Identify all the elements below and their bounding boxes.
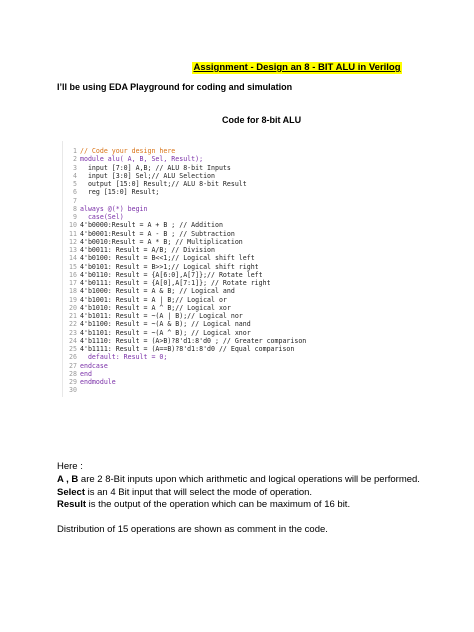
- line-number: 4: [73, 171, 77, 180]
- line-number: 11: [69, 229, 77, 238]
- line-number: 25: [69, 345, 77, 353]
- code-screenshot: [62, 141, 339, 397]
- code-text: endmodule: [80, 378, 116, 386]
- code-line: [63, 254, 339, 262]
- code-text: 4'b1101: Result = ~(A ^ B); // Logical xnor: [80, 328, 251, 337]
- line-number: 12: [69, 237, 77, 246]
- line-number: 30: [69, 386, 77, 395]
- line-number: 14: [69, 254, 77, 263]
- code-line: [63, 370, 339, 378]
- code-line: [63, 296, 339, 304]
- line-number: 20: [69, 303, 77, 312]
- code-text: always @(*) begin: [80, 204, 148, 213]
- code-line: [63, 172, 339, 180]
- line-number: 10: [69, 221, 77, 230]
- code-text: 4'b1011: Result = ~(A | B);// Logical nor: [80, 312, 243, 320]
- code-heading: Code for 8-bit ALU: [222, 115, 302, 125]
- line-number: 13: [69, 246, 77, 254]
- code-text: 4'b0101: Result = B>>1;// Logical shift right: [80, 262, 259, 271]
- line-number: 28: [69, 369, 77, 378]
- line-number: 8: [73, 204, 77, 213]
- paragraph-ab-desc: are 2 8-Bit inputs upon which arithmetic and logical operations will be performed.: [78, 474, 420, 485]
- code-line: [63, 320, 339, 328]
- line-number: 1: [73, 147, 77, 155]
- code-line: [63, 147, 339, 155]
- code-text: 4'b1000: Result = A & B; // Logical and: [80, 287, 235, 296]
- code-line: [63, 271, 339, 279]
- line-number: 18: [69, 287, 77, 296]
- code-line: [63, 164, 339, 172]
- line-number: 22: [69, 320, 77, 329]
- code-text: 4'b0010:Result = A * B; // Multiplication: [80, 237, 243, 246]
- code-text: 4'b1111: Result = (A==B)?8'd1:8'd0 // Equal comparison: [80, 345, 295, 353]
- code-line: [63, 205, 339, 213]
- code-text: 4'b0000:Result = A + B ; // Addition: [80, 221, 223, 230]
- code-line: [63, 337, 339, 345]
- line-number: 2: [73, 155, 77, 164]
- code-line: [63, 155, 339, 163]
- intro-text: I’ll be using EDA Playground for coding and simulation: [57, 82, 293, 92]
- code-line: [63, 238, 339, 246]
- paragraph-ab: [57, 474, 457, 486]
- line-number: 24: [69, 336, 77, 345]
- code-line: [63, 312, 339, 320]
- code-text: 4'b0110: Result = {A[6:0],A[7]};// Rotate left: [80, 270, 263, 279]
- code-line: [63, 353, 339, 361]
- line-number: 16: [69, 270, 77, 279]
- code-text: 4'b1110: Result = (A>B)?8'd1:8'd0 ; // Greater comparison: [80, 336, 307, 345]
- paragraph-result-desc: is the output of the operation which can be maximum of 16 bit.: [86, 499, 351, 510]
- code-line: [63, 329, 339, 337]
- paragraph-ab-term: A , B: [57, 474, 79, 485]
- line-number: 19: [69, 295, 77, 304]
- code-text: input [7:0] A,B; // ALU 8-bit Inputs: [80, 163, 231, 172]
- code-text: 4'b0001:Result = A - B ; // Subtraction: [80, 229, 235, 238]
- code-line: [63, 263, 339, 271]
- line-number: 7: [73, 196, 77, 205]
- line-number: 27: [69, 361, 77, 370]
- line-number: 6: [73, 188, 77, 197]
- line-number: 26: [69, 353, 77, 362]
- title-row: [0, 57, 474, 75]
- code-line: [63, 197, 339, 205]
- code-line: [63, 378, 339, 386]
- code-line: [63, 362, 339, 370]
- line-number: 3: [73, 163, 77, 172]
- code-text: 4'b1010: Result = A ^ B;// Logical xor: [80, 303, 231, 312]
- line-number: 15: [69, 262, 77, 271]
- code-text: 4'b1100: Result = ~(A & B); // Logical nand: [80, 320, 251, 329]
- line-number: 23: [69, 328, 77, 337]
- line-number: 21: [69, 312, 77, 320]
- code-line: [63, 221, 339, 229]
- code-line: [63, 386, 339, 394]
- code-line: [63, 188, 339, 196]
- code-text: endcase: [80, 361, 108, 370]
- code-line: [63, 287, 339, 295]
- line-number: 17: [69, 279, 77, 287]
- code-line: [63, 246, 339, 254]
- line-number: 9: [73, 213, 77, 221]
- line-number: 29: [69, 378, 77, 386]
- code-line: [63, 230, 339, 238]
- code-line: [63, 213, 339, 221]
- code-line: [63, 304, 339, 312]
- code-text: 4'b0100: Result = B<<1;// Logical shift left: [80, 254, 255, 263]
- here-label: Here :: [57, 461, 83, 472]
- document-title: Assignment - Design an 8 - BIT ALU in Verilog: [193, 62, 401, 73]
- code-line: [63, 180, 339, 188]
- paragraph-select: [57, 487, 457, 499]
- code-text: 4'b1001: Result = A | B;// Logical or: [80, 295, 227, 304]
- code-text: default: Result = 0;: [80, 353, 168, 362]
- code-line: [63, 345, 339, 353]
- code-text: 4'b0111: Result = {A[0],A[7:1]}; // Rotate right: [80, 279, 271, 287]
- paragraph-result: [57, 499, 457, 511]
- code-text: // Code your design here: [80, 147, 176, 155]
- paragraph-result-term: Result: [57, 499, 87, 510]
- code-text: input [3:0] Sel;// ALU Selection: [80, 171, 215, 180]
- code-text: 4'b0011: Result = A/B; // Division: [80, 246, 215, 254]
- code-text: end: [80, 369, 92, 378]
- code-text: reg [15:0] Result;: [80, 188, 160, 197]
- paragraph-select-term: Select: [57, 487, 85, 498]
- paragraph-select-desc: is an 4 Bit input that will select the mode of operation.: [85, 487, 313, 498]
- line-number: 5: [73, 180, 77, 188]
- distribution-text: Distribution of 15 operations are shown as comment in the code.: [57, 524, 328, 535]
- code-text: module alu( A, B, Sel, Result);: [80, 155, 204, 164]
- code-line: [63, 279, 339, 287]
- code-text: output [15:0] Result;// ALU 8-bit Result: [80, 180, 247, 188]
- code-text: case(Sel): [80, 213, 124, 221]
